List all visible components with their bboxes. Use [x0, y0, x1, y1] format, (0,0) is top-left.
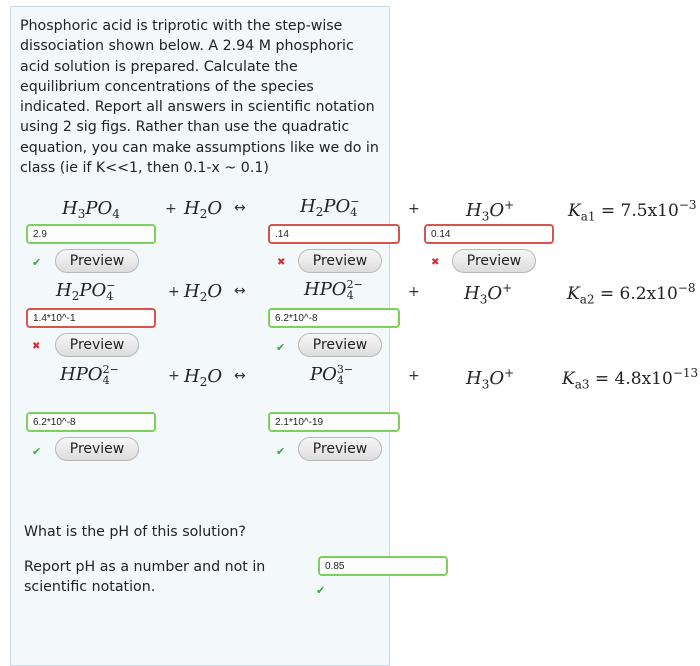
cross-icon: ✖ [431, 257, 440, 268]
hydronium-formula: $H_3O^+$ [464, 281, 513, 307]
h3po4-formula: $H_3PO_4$ [62, 198, 120, 222]
preview-button[interactable]: Preview [452, 249, 536, 273]
cross-icon: ✖ [32, 341, 41, 352]
equilibrium-arrow-icon: ↔ [234, 200, 246, 216]
water-formula: $H_2O$ [184, 281, 223, 305]
h2po4-ion-formula: $H_2PO$ − 4 [56, 279, 116, 304]
water-formula: $H_2O$ [184, 198, 223, 222]
ph-instruction: Report pH as a number and not in scientific notation. [24, 559, 266, 596]
h3po4-answer-field[interactable]: 2.9 [26, 224, 156, 244]
equilibrium-arrow-icon: ↔ [234, 283, 246, 299]
check-icon: ✔ [276, 445, 286, 458]
plus-sign: + [408, 368, 420, 384]
po4-answer-field[interactable]: 2.1*10^-19 [268, 412, 400, 432]
plus-sign: + [165, 201, 177, 217]
intro-text: Phosphoric acid is triprotic with the step-wise dissociation shown below. A 2.94 M phosphoric acid solution is prepared. Calculate the equilibrium concentrations of the species indicated. Report all answers in scientific notation using 2 sig figs. Rather than use the quadratic equation, you can make assumptions like we do in class (ie if K<<1, then 0.1-x ~ 0.1) [20, 18, 379, 177]
h2po4-answer-field[interactable]: 1.4*10^-1 [26, 308, 156, 328]
preview-button[interactable]: Preview [298, 249, 382, 273]
plus-sign: + [408, 284, 420, 300]
preview-button[interactable]: Preview [55, 333, 139, 357]
preview-button[interactable]: Preview [55, 249, 139, 273]
check-icon: ✔ [32, 256, 42, 269]
ka1-expression: $K_{a1} = 7.5x10^{-3}$ [568, 198, 697, 224]
water-formula: $H_2O$ [184, 366, 223, 390]
hpo4-answer-field[interactable]: 6.2*10^-8 [26, 412, 156, 432]
h2po4-ion-formula: $H_2PO$ − 4 [300, 195, 360, 220]
ka2-expression: $K_{a2} = 6.2x10^{-8}$ [567, 281, 696, 307]
hpo4-answer-field[interactable]: 6.2*10^-8 [268, 308, 400, 328]
preview-button[interactable]: Preview [55, 437, 139, 461]
h3o-answer-field[interactable]: 0.14 [424, 224, 554, 244]
preview-button[interactable]: Preview [298, 437, 382, 461]
hpo4-ion-formula: HPO 2− 4 [304, 278, 363, 302]
ph-answer-field[interactable]: 0.85 [318, 556, 448, 576]
check-icon: ✔ [316, 584, 326, 597]
plus-sign: + [408, 201, 420, 217]
ka3-expression: $K_{a3} = 4.8x10^{-13}$ [562, 366, 699, 392]
plus-sign: + [168, 284, 180, 300]
plus-sign: + [168, 368, 180, 384]
check-icon: ✔ [32, 445, 42, 458]
hydronium-formula: $H_3O^+$ [466, 198, 515, 224]
hydronium-formula: $H_3O^+$ [466, 366, 515, 392]
po4-ion-formula: PO 3− 4 [310, 363, 354, 387]
hpo4-ion-formula: HPO 2− 4 [60, 363, 119, 387]
equilibrium-arrow-icon: ↔ [234, 368, 246, 384]
h2po4-answer-field[interactable]: .14 [268, 224, 400, 244]
preview-button[interactable]: Preview [298, 333, 382, 357]
cross-icon: ✖ [277, 257, 286, 268]
check-icon: ✔ [276, 341, 286, 354]
ph-question: What is the pH of this solution? [24, 524, 246, 540]
